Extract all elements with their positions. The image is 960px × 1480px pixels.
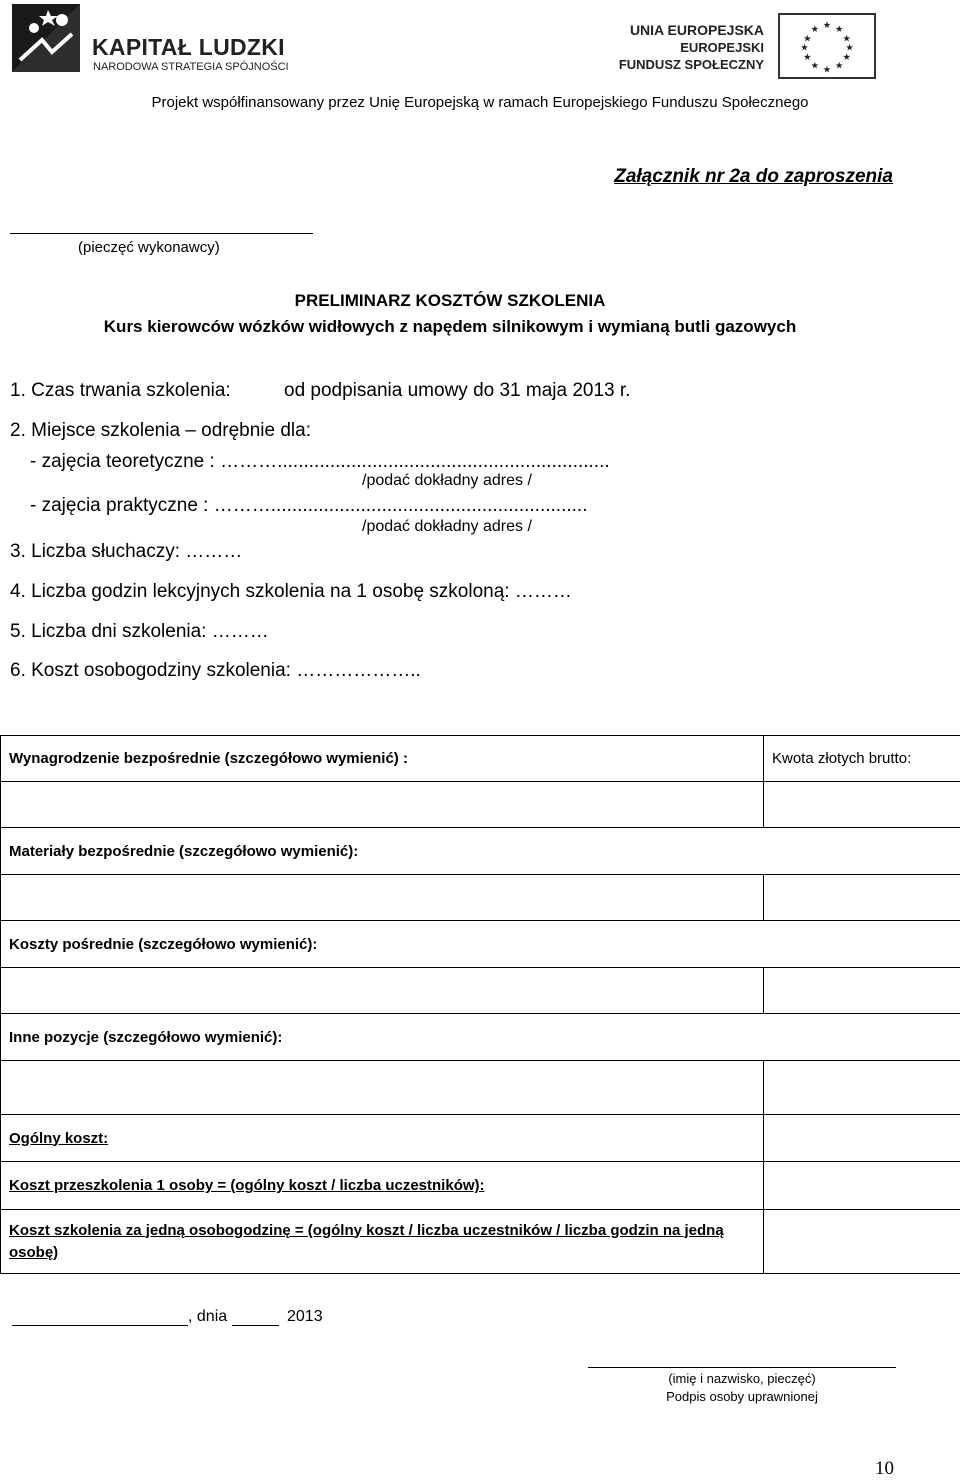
- item-4: 4. Liczba godzin lekcyjnych szkolenia na 1 osobę szkoloną: ………: [10, 581, 572, 603]
- materials-detail-cell[interactable]: [1, 875, 764, 921]
- document-title: [0, 288, 900, 340]
- svg-text:★: ★: [803, 51, 811, 62]
- signature-caption-line1: (imię i nazwisko, pieczęć): [588, 1370, 896, 1388]
- page-number: 10: [875, 1458, 894, 1480]
- wages-label: Wynagrodzenie bezpośrednie (szczegółowo wymienić) :: [1, 736, 764, 782]
- svg-text:★: ★: [843, 32, 851, 43]
- table-row: [1, 1061, 960, 1115]
- svg-text:★: ★: [823, 63, 831, 74]
- table-row: [1, 1014, 960, 1061]
- item-2a-note: /podać dokładny adres /: [362, 472, 532, 490]
- item-5: 5. Liczba dni szkolenia: ………: [10, 621, 269, 643]
- date-label: , dnia: [188, 1308, 227, 1326]
- amount-header: Kwota złotych brutto:: [764, 736, 960, 782]
- other-detail-cell[interactable]: [1, 1061, 764, 1115]
- eu-flag-icon: [778, 13, 876, 79]
- cost-per-hour-amount-cell[interactable]: [764, 1210, 960, 1274]
- table-row: [1, 736, 960, 782]
- table-row: [1, 875, 960, 921]
- cost-table: [0, 735, 960, 1274]
- table-row: [1, 921, 960, 968]
- logo-left-subtitle: NARODOWA STRATEGIA SPÓJNOŚCI: [93, 61, 289, 73]
- date-line[interactable]: [232, 1325, 279, 1326]
- item-2b-note: /podać dokładny adres /: [362, 518, 532, 536]
- wages-detail-cell[interactable]: [1, 782, 764, 828]
- item-3: 3. Liczba słuchaczy: ………: [10, 541, 242, 563]
- table-row: [1, 1210, 960, 1274]
- year-text: 2013: [287, 1308, 323, 1326]
- table-row: [1, 828, 960, 875]
- materials-amount-cell[interactable]: [764, 875, 960, 921]
- item-2a: - zajęcia teoretyczne : ………...............................................................: [30, 451, 610, 473]
- title-line1: PRELIMINARZ KOSZTÓW SZKOLENIA: [0, 288, 900, 314]
- table-row: [1, 1115, 960, 1162]
- signature-caption-line2: Podpis osoby uprawnionej: [588, 1388, 896, 1406]
- cost-per-person-amount-cell[interactable]: [764, 1162, 960, 1210]
- svg-text:★: ★: [811, 23, 819, 34]
- eu-logo-line2: EUROPEJSKI: [619, 39, 764, 56]
- svg-text:★: ★: [823, 19, 831, 30]
- stamp-line: [10, 233, 313, 234]
- table-row: [1, 1162, 960, 1210]
- svg-text:★: ★: [835, 60, 843, 71]
- signature-caption: [588, 1370, 896, 1406]
- title-line2: Kurs kierowców wózków widłowych z napędem silnikowym i wymianą butli gazowych: [0, 314, 900, 340]
- logo-left-title: KAPITAŁ LUDZKI: [92, 34, 285, 61]
- other-amount-cell[interactable]: [764, 1061, 960, 1115]
- svg-text:★: ★: [803, 32, 811, 43]
- item-1-value: od podpisania umowy do 31 maja 2013 r.: [284, 380, 630, 402]
- place-line[interactable]: [12, 1325, 188, 1326]
- eu-logo-line3: FUNDUSZ SPOŁECZNY: [619, 56, 764, 73]
- cost-per-hour-label: Koszt szkolenia za jedną osobogodzinę = (ogólny koszt / liczba uczestników / liczba godzin na jedną osobę): [1, 1210, 764, 1274]
- item-2: 2. Miejsce szkolenia – odrębnie dla:: [10, 420, 311, 442]
- other-items-label: Inne pozycje (szczegółowo wymienić):: [1, 1014, 960, 1061]
- annex-title: Załącznik nr 2a do zaproszenia: [614, 166, 893, 188]
- signature-line[interactable]: [588, 1367, 896, 1368]
- indirect-detail-cell[interactable]: [1, 968, 764, 1014]
- item-1-label: 1. Czas trwania szkolenia:: [10, 380, 231, 402]
- materials-label: Materiały bezpośrednie (szczegółowo wymienić):: [1, 828, 960, 875]
- kapital-ludzki-logo: [12, 4, 312, 76]
- indirect-amount-cell[interactable]: [764, 968, 960, 1014]
- total-cost-label: Ogólny koszt:: [1, 1115, 764, 1162]
- eu-logo-line1: UNIA EUROPEJSKA: [619, 22, 764, 39]
- total-cost-amount-cell[interactable]: [764, 1115, 960, 1162]
- eu-logo-text: [619, 22, 764, 73]
- svg-text:★: ★: [800, 42, 808, 53]
- cofinance-statement: Projekt współfinansowany przez Unię Europejską w ramach Europejskiego Funduszu Społecznego: [0, 94, 960, 111]
- cost-per-person-label: Koszt przeszkolenia 1 osoby = (ogólny koszt / liczba uczestników):: [1, 1162, 764, 1210]
- svg-text:★: ★: [845, 42, 853, 53]
- stamp-label: (pieczęć wykonawcy): [78, 239, 220, 256]
- kapital-ludzki-emblem-icon: [12, 4, 80, 72]
- svg-text:★: ★: [843, 51, 851, 62]
- item-2b: - zajęcia praktyczne : ………............................................................: [30, 495, 587, 517]
- item-6: 6. Koszt osobogodziny szkolenia: ………………..: [10, 660, 421, 682]
- table-row: [1, 782, 960, 828]
- svg-text:★: ★: [811, 60, 819, 71]
- indirect-costs-label: Koszty pośrednie (szczegółowo wymienić):: [1, 921, 960, 968]
- svg-text:★: ★: [835, 23, 843, 34]
- table-row: [1, 968, 960, 1014]
- wages-amount-cell[interactable]: [764, 782, 960, 828]
